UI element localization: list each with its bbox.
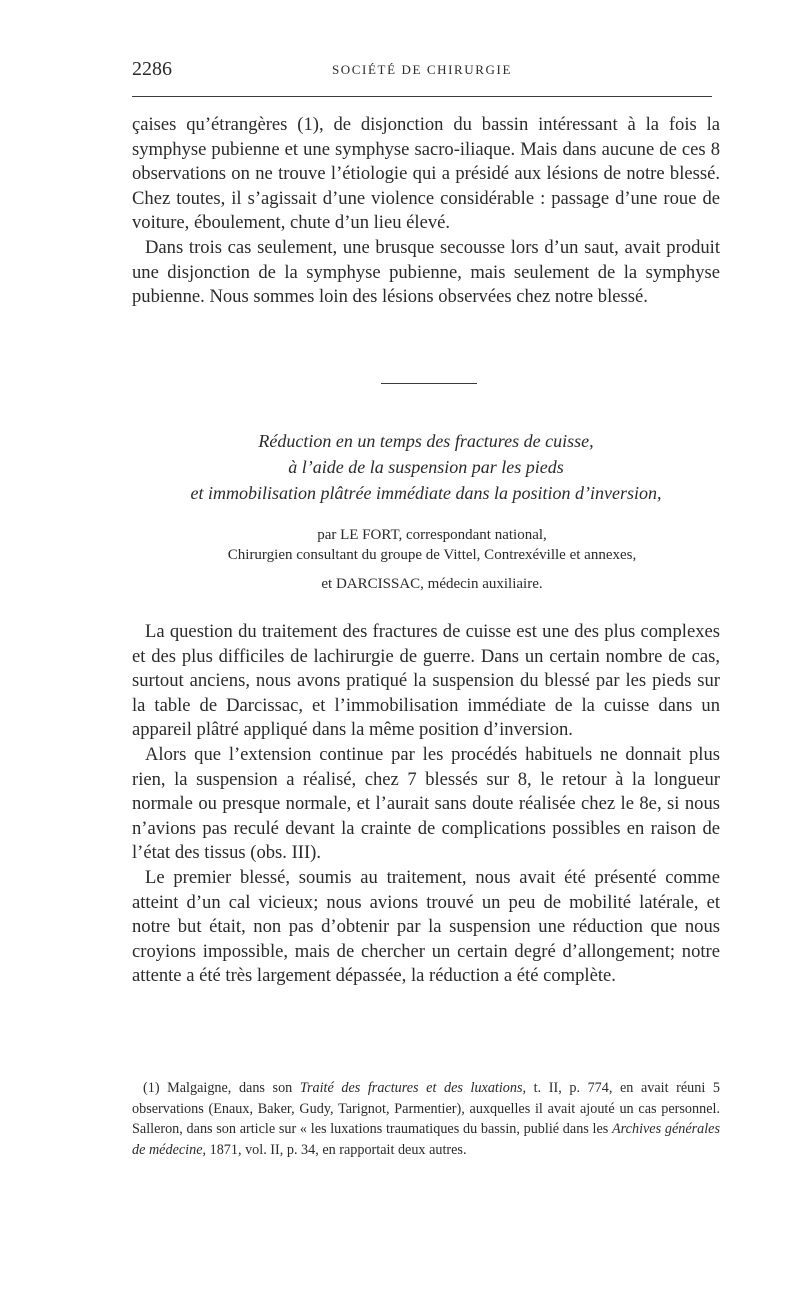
paragraph: La question du traitement des fractures de cuisse est une des plus complexes et des plus difficiles de lachirurgie de guerre. Dans un certain nombre de cas, surtout anciens, nous avons pratiqué la suspension du blessé par les pieds sur la table de Darcissac, et l’immobilisation immédiate de la cuisse dans un appareil plâtré appliqué dans la même position d’inversion.: [132, 621, 720, 741]
title-line: à l’aide de la suspension par les pieds: [288, 457, 564, 477]
footnote-text: [132, 1078, 720, 1160]
footnote-part: , 1871, vol. II, p. 34, en rapportait deux autres.: [202, 1141, 467, 1158]
footnote-part: (1) Malgaigne, dans son: [143, 1080, 300, 1096]
byline-coauthor: et DARCISSAC, médecin auxiliaire.: [321, 576, 543, 592]
running-title: SOCIÉTÉ DE CHIRURGIE: [331, 62, 513, 77]
cited-journal: Archives générales de médecine: [132, 1121, 721, 1158]
footnote: [132, 1078, 720, 1160]
article-title: [132, 428, 720, 506]
byline-affiliation: Chirurgien consultant du groupe de Vittel, Contrexéville et annexes,: [227, 547, 637, 563]
article-body: [132, 620, 720, 989]
page-number: 2286: [132, 58, 172, 80]
paragraph: çaises qu’étrangères (1), de disjonction du bassin intéressant à la fois la symphyse pubienne et une symphyse sacro-iliaque. Mais dans aucune de ces 8 observations on ne trouve l’étiologie qui a présidé aux lésions de notre blessé. Chez toutes, il s’agissait d’une violence considérable : passage d’une roue de voiture, éboulement, chute d’un lieu élevé.: [132, 114, 720, 234]
cited-work: Traité des fractures et des luxations: [299, 1080, 523, 1096]
paragraph: Dans trois cas seulement, une brusque secousse lors d’un saut, avait produit une disjonction de la symphyse pubienne, mais seulement de la symphyse pubienne. Nous sommes loin des lésions observées chez notre blessé.: [132, 236, 720, 308]
paragraph: Le premier blessé, soumis au traitement, nous avait été présenté comme atteint d’un cal vicieux; nous avions trouvé un peu de mobilité latérale, et notre but était, non pas d’obtenir par la suspension une réduction que nous croyions impossible, mais de chercher un certain degré d’allongement; notre attente a été très largement dépassée, la réduction a été complète.: [132, 866, 720, 987]
intro-text: [132, 113, 720, 310]
footnote-part: , t. II, p. 774, en avait réuni 5 observations (Enaux, Baker, Gudy, Tarignot, Parmentier), auxquelles il avait ajouté un cas personnel. Salleron, dans son article sur « les luxations traumatiques du bassin, publié dans les: [132, 1080, 720, 1138]
byline-authors: par LE FORT, correspondant national,: [317, 527, 547, 543]
header-rule: [132, 96, 712, 97]
paragraph: Alors que l’extension continue par les procédés habituels ne donnait plus rien, la suspension a réalisé, chez 7 blessés sur 8, le retour à la longueur normale ou presque normale, et l’aurait sans doute réalisée chez le 8e, si nous n’avions pas reculé devant la crainte de complications possibles en raison de l’état des tissus (obs. III).: [132, 743, 720, 864]
title-line: Réduction en un temps des fractures de cuisse,: [258, 431, 594, 451]
running-head: [132, 58, 712, 84]
title-line: et immobilisation plâtrée immédiate dans la position d’inversion,: [190, 483, 662, 503]
section-separator: [381, 383, 477, 384]
